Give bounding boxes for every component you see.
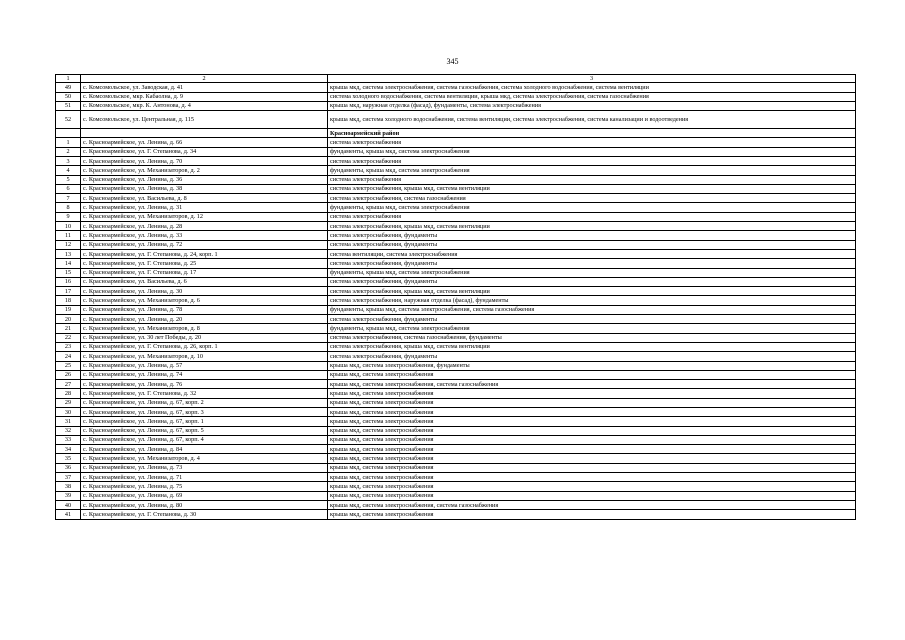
- address-cell: с. Красноармейское, ул. Васильева, д. 8: [81, 194, 328, 203]
- row-number-cell: 39: [56, 491, 81, 500]
- works-cell: система электроснабжения: [328, 138, 856, 147]
- table-row: [56, 203, 856, 212]
- address-cell: с. Красноармейское, ул. Ленина, д. 70: [81, 156, 328, 165]
- column-number-3: 3: [328, 75, 856, 83]
- works-cell: крыша мкд, система электроснабжения: [328, 482, 856, 491]
- table-row: [56, 222, 856, 231]
- works-cell: система электроснабжения, фундаменты: [328, 231, 856, 240]
- works-cell: система электроснабжения, система газоснабжения: [328, 194, 856, 203]
- row-number-cell: 26: [56, 370, 81, 379]
- works-cell: крыша мкд, система холодного водоснабжения, система вентиляции, система электроснабжения, система канализации и водоотведения: [328, 111, 856, 129]
- table-row: [56, 305, 856, 314]
- table-row: [56, 147, 856, 156]
- works-cell: крыша мкд, система электроснабжения: [328, 463, 856, 472]
- works-cell: крыша мкд, система электроснабжения: [328, 491, 856, 500]
- address-cell: с. Красноармейское, ул. Г. Степанова, д. 17: [81, 268, 328, 277]
- row-number-cell: 7: [56, 194, 81, 203]
- row-number-cell: 16: [56, 277, 81, 286]
- row-number-cell: 51: [56, 101, 81, 110]
- table-row: [56, 259, 856, 268]
- address-cell: с. Красноармейское, ул. Ленина, д. 67, корп. 2: [81, 398, 328, 407]
- address-cell: с. Комсомольское, мкр. К. Антонова, д. 4: [81, 101, 328, 110]
- table-row: [56, 417, 856, 426]
- row-number-cell: 25: [56, 361, 81, 370]
- works-cell: система электроснабжения, крыша мкд, система вентиляции: [328, 287, 856, 296]
- section-title: Красноармейский район: [328, 129, 856, 138]
- table-body: [56, 75, 856, 520]
- works-cell: крыша мкд, система электроснабжения: [328, 426, 856, 435]
- row-number-cell: 21: [56, 324, 81, 333]
- table-row: [56, 500, 856, 509]
- table-row: [56, 138, 856, 147]
- row-number-cell: 38: [56, 482, 81, 491]
- row-number-cell: 19: [56, 305, 81, 314]
- address-cell: с. Красноармейское, ул. Ленина, д. 69: [81, 491, 328, 500]
- address-cell: с. Красноармейское, ул. Механизаторов, д. 6: [81, 296, 328, 305]
- address-cell: с. Красноармейское, ул. Васильева, д. 6: [81, 277, 328, 286]
- address-cell: с. Красноармейское, ул. Ленина, д. 84: [81, 445, 328, 454]
- table-row: [56, 380, 856, 389]
- works-cell: система электроснабжения, крыша мкд, система вентиляции: [328, 184, 856, 193]
- table-row: [56, 398, 856, 407]
- address-cell: с. Красноармейское, ул. Ленина, д. 67, корп. 1: [81, 417, 328, 426]
- table-row: [56, 156, 856, 165]
- table-row: [56, 231, 856, 240]
- row-number-cell: 24: [56, 352, 81, 361]
- address-cell: с. Красноармейское, ул. Ленина, д. 30: [81, 287, 328, 296]
- table-row: [56, 92, 856, 101]
- table-row: [56, 473, 856, 482]
- table-row: [56, 324, 856, 333]
- row-number-cell: 4: [56, 166, 81, 175]
- row-number-cell: 34: [56, 445, 81, 454]
- address-cell: с. Красноармейское, ул. Ленина, д. 20: [81, 315, 328, 324]
- row-number-cell: 13: [56, 249, 81, 258]
- address-cell: с. Красноармейское, ул. Ленина, д. 33: [81, 231, 328, 240]
- row-number-cell: 1: [56, 138, 81, 147]
- table-row: [56, 370, 856, 379]
- works-cell: фундаменты, крыша мкд, система электроснабжения: [328, 268, 856, 277]
- table-row: [56, 249, 856, 258]
- table-row: [56, 454, 856, 463]
- row-number-cell: 20: [56, 315, 81, 324]
- address-cell: с. Красноармейское, ул. Г. Степанова, д. 26, корп. 1: [81, 342, 328, 351]
- address-cell: с. Красноармейское, ул. Г. Степанова, д. 25: [81, 259, 328, 268]
- row-number-cell: 33: [56, 435, 81, 444]
- works-cell: фундаменты, крыша мкд, система электроснабжения: [328, 324, 856, 333]
- works-cell: система электроснабжения, фундаменты: [328, 259, 856, 268]
- column-number-row: [56, 75, 856, 83]
- table-row: [56, 352, 856, 361]
- row-number-cell: [56, 129, 81, 138]
- works-cell: фундаменты, крыша мкд, система электроснабжения: [328, 166, 856, 175]
- address-cell: с. Красноармейское, ул. Ленина, д. 72: [81, 240, 328, 249]
- address-cell: с. Красноармейское, ул. Г. Степанова, д. 34: [81, 147, 328, 156]
- row-number-cell: 3: [56, 156, 81, 165]
- row-number-cell: 22: [56, 333, 81, 342]
- works-cell: система электроснабжения, крыша мкд, система вентиляции: [328, 342, 856, 351]
- works-cell: система электроснабжения: [328, 212, 856, 221]
- table-row: [56, 435, 856, 444]
- address-cell: с. Красноармейское, ул. Ленина, д. 28: [81, 222, 328, 231]
- table-row: [56, 482, 856, 491]
- row-number-cell: 14: [56, 259, 81, 268]
- table-row: [56, 175, 856, 184]
- address-cell: с. Красноармейское, ул. 30 лет Победы, д. 20: [81, 333, 328, 342]
- table-row: [56, 510, 856, 519]
- works-table: [55, 74, 856, 520]
- table-row: [56, 463, 856, 472]
- works-cell: фундаменты, крыша мкд, система электроснабжения: [328, 203, 856, 212]
- row-number-cell: 37: [56, 473, 81, 482]
- works-cell: система электроснабжения: [328, 175, 856, 184]
- page-number: 345: [446, 57, 459, 66]
- table-row: [56, 408, 856, 417]
- row-number-cell: 11: [56, 231, 81, 240]
- address-cell: с. Красноармейское, ул. Г. Степанова, д. 24, корп. 1: [81, 249, 328, 258]
- table-row: [56, 315, 856, 324]
- row-number-cell: 9: [56, 212, 81, 221]
- address-cell: с. Красноармейское, ул. Ленина, д. 57: [81, 361, 328, 370]
- address-cell: с. Красноармейское, ул. Ленина, д. 67, корп. 5: [81, 426, 328, 435]
- row-number-cell: 35: [56, 454, 81, 463]
- row-number-cell: 40: [56, 500, 81, 509]
- address-cell: с. Красноармейское, ул. Ленина, д. 67, корп. 4: [81, 435, 328, 444]
- works-cell: система электроснабжения, фундаменты: [328, 352, 856, 361]
- works-cell: система холодного водоснабжения, система вентиляции, крыша мкд, система электроснабжения, система газоснабжения: [328, 92, 856, 101]
- works-cell: система электроснабжения, крыша мкд, система вентиляции: [328, 222, 856, 231]
- row-number-cell: 36: [56, 463, 81, 472]
- table-row: [56, 166, 856, 175]
- table-row: [56, 426, 856, 435]
- row-number-cell: 15: [56, 268, 81, 277]
- address-cell: с. Красноармейское, ул. Ленина, д. 80: [81, 500, 328, 509]
- row-number-cell: 5: [56, 175, 81, 184]
- works-cell: крыша мкд, система электроснабжения, фундаменты: [328, 361, 856, 370]
- address-cell: с. Красноармейское, ул. Механизаторов, д. 8: [81, 324, 328, 333]
- works-cell: крыша мкд, система электроснабжения: [328, 435, 856, 444]
- address-cell: с. Красноармейское, ул. Механизаторов, д. 12: [81, 212, 328, 221]
- works-cell: фундаменты, крыша мкд, система электроснабжения: [328, 147, 856, 156]
- row-number-cell: 17: [56, 287, 81, 296]
- address-cell: с. Комсомольское, ул. Заводская, д. 41: [81, 83, 328, 92]
- address-cell: с. Красноармейское, ул. Ленина, д. 74: [81, 370, 328, 379]
- works-cell: система электроснабжения, фундаменты: [328, 277, 856, 286]
- table-row: [56, 111, 856, 129]
- address-cell: с. Красноармейское, ул. Г. Степанова, д. 32: [81, 389, 328, 398]
- row-number-cell: 29: [56, 398, 81, 407]
- address-cell: с. Красноармейское, ул. Ленина, д. 67, корп. 3: [81, 408, 328, 417]
- address-cell: с. Красноармейское, ул. Ленина, д. 75: [81, 482, 328, 491]
- works-cell: крыша мкд, система электроснабжения, система газоснабжения: [328, 380, 856, 389]
- table-row: [56, 491, 856, 500]
- works-cell: фундаменты, крыша мкд, система электроснабжения, система газоснабжения: [328, 305, 856, 314]
- works-cell: крыша мкд, система электроснабжения: [328, 389, 856, 398]
- works-cell: крыша мкд, система электроснабжения: [328, 445, 856, 454]
- address-cell: с. Комсомольское, мкр. Кабаолна, д. 9: [81, 92, 328, 101]
- works-cell: крыша мкд, система электроснабжения: [328, 454, 856, 463]
- works-cell: крыша мкд, система электроснабжения: [328, 408, 856, 417]
- address-cell: с. Красноармейское, ул. Ленина, д. 38: [81, 184, 328, 193]
- table-row: [56, 361, 856, 370]
- address-cell: с. Красноармейское, ул. Механизаторов, д. 2: [81, 166, 328, 175]
- works-cell: крыша мкд, наружная отделка (фасад), фундаменты, система электроснабжения: [328, 101, 856, 110]
- address-cell: с. Красноармейское, ул. Ленина, д. 76: [81, 380, 328, 389]
- row-number-cell: 32: [56, 426, 81, 435]
- table-row: [56, 101, 856, 110]
- address-cell: с. Комсомольское, ул. Центральная, д. 115: [81, 111, 328, 129]
- table-row: [56, 212, 856, 221]
- address-cell: с. Красноармейское, ул. Механизаторов, д. 10: [81, 352, 328, 361]
- works-cell: крыша мкд, система электроснабжения: [328, 510, 856, 519]
- address-cell: с. Красноармейское, ул. Г. Степанова, д. 30: [81, 510, 328, 519]
- row-number-cell: 49: [56, 83, 81, 92]
- row-number-cell: 31: [56, 417, 81, 426]
- column-number-2: 2: [81, 75, 328, 83]
- table-row: [56, 389, 856, 398]
- row-number-cell: 10: [56, 222, 81, 231]
- section-header-row: [56, 129, 856, 138]
- column-number-1: 1: [56, 75, 81, 83]
- address-cell: с. Красноармейское, ул. Ленина, д. 71: [81, 473, 328, 482]
- works-cell: крыша мкд, система электроснабжения: [328, 473, 856, 482]
- works-cell: система электроснабжения: [328, 156, 856, 165]
- works-cell: система электроснабжения, наружная отделка (фасад), фундаменты: [328, 296, 856, 305]
- row-number-cell: 52: [56, 111, 81, 129]
- works-cell: крыша мкд, система электроснабжения: [328, 398, 856, 407]
- works-cell: крыша мкд, система электроснабжения: [328, 370, 856, 379]
- row-number-cell: 41: [56, 510, 81, 519]
- works-cell: крыша мкд, система электроснабжения, система газоснабжения: [328, 500, 856, 509]
- works-cell: система вентиляции, система электроснабжения: [328, 249, 856, 258]
- row-number-cell: 2: [56, 147, 81, 156]
- address-cell: с. Красноармейское, ул. Ленина, д. 31: [81, 203, 328, 212]
- table-row: [56, 240, 856, 249]
- address-cell: с. Красноармейское, ул. Ленина, д. 66: [81, 138, 328, 147]
- table-row: [56, 184, 856, 193]
- address-cell: с. Красноармейское, ул. Ленина, д. 73: [81, 463, 328, 472]
- table-row: [56, 287, 856, 296]
- address-cell: с. Красноармейское, ул. Ленина, д. 78: [81, 305, 328, 314]
- row-number-cell: 6: [56, 184, 81, 193]
- works-cell: крыша мкд, система электроснабжения: [328, 417, 856, 426]
- row-number-cell: 12: [56, 240, 81, 249]
- table-row: [56, 268, 856, 277]
- works-cell: система электроснабжения, фундаменты: [328, 315, 856, 324]
- table-row: [56, 296, 856, 305]
- table-row: [56, 445, 856, 454]
- row-number-cell: 8: [56, 203, 81, 212]
- address-cell: с. Красноармейское, ул. Ленина, д. 36: [81, 175, 328, 184]
- works-cell: крыша мкд, система электроснабжения, система газоснабжения, система холодного водоснабжения, система вентиляции: [328, 83, 856, 92]
- works-cell: система электроснабжения, система газоснабжения, фундаменты: [328, 333, 856, 342]
- works-cell: система электроснабжения, фундаменты: [328, 240, 856, 249]
- address-cell: [81, 129, 328, 138]
- row-number-cell: 27: [56, 380, 81, 389]
- row-number-cell: 18: [56, 296, 81, 305]
- table-row: [56, 277, 856, 286]
- row-number-cell: 28: [56, 389, 81, 398]
- table-row: [56, 194, 856, 203]
- table-row: [56, 333, 856, 342]
- row-number-cell: 50: [56, 92, 81, 101]
- row-number-cell: 23: [56, 342, 81, 351]
- table-row: [56, 83, 856, 92]
- address-cell: с. Красноармейское, ул. Механизаторов, д. 4: [81, 454, 328, 463]
- row-number-cell: 30: [56, 408, 81, 417]
- table-row: [56, 342, 856, 351]
